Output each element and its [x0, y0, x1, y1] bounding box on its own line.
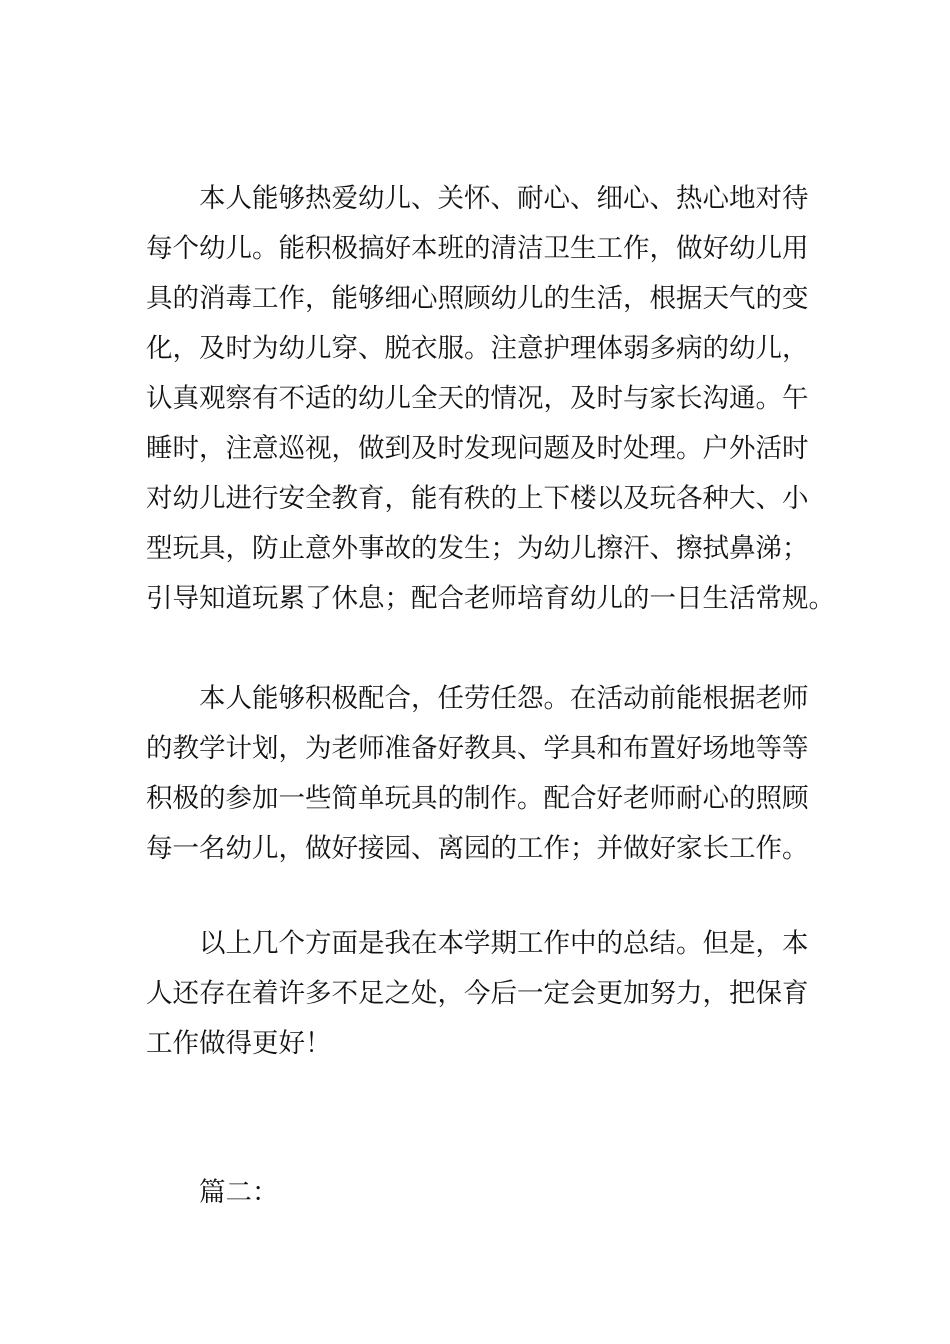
paragraph-cooperation: [146, 674, 809, 874]
paragraph-line: 的教学计划，为老师准备好教具、学具和布置好场地等等: [146, 733, 809, 764]
paragraph-line: 积极的参加一些简单玩具的制作。配合好老师耐心的照顾: [146, 783, 809, 814]
paragraph-line: 人还存在着许多不足之处，今后一定会更加努力，把保育: [146, 978, 809, 1009]
paragraph-line: 每一名幼儿，做好接园、离园的工作；并做好家长工作。: [146, 833, 809, 864]
paragraph-line: 具的消毒工作，能够细心照顾幼儿的生活，根据天气的变: [146, 283, 809, 314]
section-heading: [146, 1168, 806, 1218]
paragraph-childcare-duties: [146, 174, 835, 624]
paragraph-line: 引导知道玩累了休息；配合老师培育幼儿的一日生活常规。: [146, 583, 835, 614]
paragraph-line: 本人能够积极配合，任劳任怨。在活动前能根据老师: [199, 683, 809, 714]
paragraph-line: 化，及时为幼儿穿、脱衣服。注意护理体弱多病的幼儿，: [146, 333, 809, 364]
paragraph-line: 以上几个方面是我在本学期工作中的总结。但是，本: [199, 928, 809, 959]
paragraph-line: 对幼儿进行安全教育，能有秩的上下楼以及玩各种大、小: [146, 483, 809, 514]
paragraph-summary: [146, 919, 809, 1069]
paragraph-line: 睡时，注意巡视，做到及时发现问题及时处理。户外活时: [146, 433, 809, 464]
section-heading-text: 篇二：: [199, 1177, 279, 1208]
paragraph-line: 每个幼儿。能积极搞好本班的清洁卫生工作，做好幼儿用: [146, 233, 809, 264]
paragraph-line: 工作做得更好！: [146, 1028, 332, 1059]
paragraph-line: 型玩具，防止意外事故的发生；为幼儿擦汗、擦拭鼻涕；: [146, 533, 809, 564]
paragraph-line: 认真观察有不适的幼儿全天的情况，及时与家长沟通。午: [146, 383, 809, 414]
paragraph-line: 本人能够热爱幼儿、关怀、耐心、细心、热心地对待: [199, 183, 809, 214]
